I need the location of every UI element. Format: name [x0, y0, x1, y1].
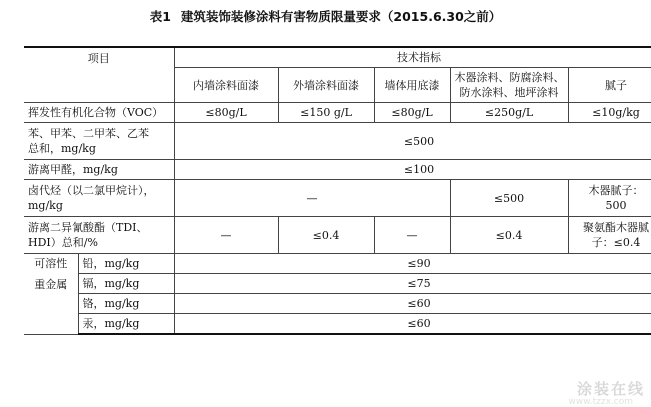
row-tdi-putty	[568, 217, 651, 254]
header-col-wood	[450, 68, 568, 103]
row-voc-value-1: ≤80g/L	[174, 103, 278, 123]
row-voc-value-4: ≤250g/L	[450, 103, 568, 123]
row-cadmium-name: 镉，mg/kg	[78, 274, 174, 294]
row-halohydrocarbon-putty-line1: 木器腻子：	[573, 183, 651, 198]
watermark-url: www.tzzx.com	[568, 397, 633, 407]
row-benzene-name-line2: 总和，mg/kg	[28, 141, 170, 156]
row-benzene	[24, 123, 651, 160]
header-col-primer: 墙体用底漆	[374, 68, 450, 103]
watermark-logo: 涂装在线	[577, 378, 645, 399]
row-halohydrocarbon-name-line1: 卤代烃（以二氯甲烷计），	[28, 183, 170, 198]
row-tdi-value-1: —	[174, 217, 278, 254]
row-formaldehyde-value: ≤100	[174, 160, 651, 180]
row-lead-name: 铅，mg/kg	[78, 254, 174, 274]
row-heavy-metal-group-line2: 重金属	[28, 277, 74, 292]
row-halohydrocarbon-value: ≤500	[450, 180, 568, 217]
row-chromium-value: ≤60	[174, 294, 651, 314]
row-tdi	[24, 217, 651, 254]
header-row-1	[24, 47, 651, 68]
row-tdi-name-line1: 游离二异氰酸酯（TDI、	[28, 220, 170, 235]
header-col-putty: 腻子	[568, 68, 651, 103]
row-halohydrocarbon-name	[24, 180, 174, 217]
table-title	[0, 7, 651, 25]
header-tech: 技术指标	[174, 47, 651, 68]
row-voc-value-3: ≤80g/L	[374, 103, 450, 123]
row-formaldehyde	[24, 160, 651, 180]
row-halohydrocarbon-putty-line2: 500	[573, 198, 651, 213]
row-tdi-name	[24, 217, 174, 254]
row-chromium	[24, 294, 651, 314]
table-number: 表1	[150, 9, 171, 24]
row-halohydrocarbon-name-line2: mg/kg	[28, 198, 170, 213]
row-cadmium-value: ≤75	[174, 274, 651, 294]
row-cadmium	[24, 274, 651, 294]
row-heavy-metal-group-line1: 可溶性	[28, 256, 74, 271]
header-col-wood-line1: 木器涂料、防腐涂料、	[455, 70, 564, 85]
row-voc-value-2: ≤150 g/L	[278, 103, 374, 123]
row-halohydrocarbon-dash: —	[174, 180, 450, 217]
row-mercury	[24, 314, 651, 335]
header-col-wood-line2: 防水涂料、地坪涂料	[455, 85, 564, 100]
row-mercury-value: ≤60	[174, 314, 651, 335]
row-tdi-value-2: ≤0.4	[278, 217, 374, 254]
row-halohydrocarbon-putty	[568, 180, 651, 217]
header-item: 项目	[24, 47, 174, 103]
row-benzene-name-line1: 苯、甲苯、二甲苯、乙苯	[28, 126, 170, 141]
row-voc	[24, 103, 651, 123]
row-tdi-name-line2: HDI）总和/%	[28, 235, 170, 250]
row-lead	[24, 254, 651, 274]
table-caption: 建筑装饰装修涂料有害物质限量要求（2015.6.30之前）	[181, 9, 501, 24]
row-tdi-value-3: —	[374, 217, 450, 254]
row-mercury-name: 汞，mg/kg	[78, 314, 174, 335]
limits-table	[24, 46, 651, 335]
row-voc-name: 挥发性有机化合物（VOC）	[24, 103, 174, 123]
row-benzene-name	[24, 123, 174, 160]
header-col-interior: 内墙涂料面漆	[174, 68, 278, 103]
row-heavy-metal-group	[24, 254, 78, 335]
row-formaldehyde-name: 游离甲醛，mg/kg	[24, 160, 174, 180]
row-voc-value-5: ≤10g/kg	[568, 103, 651, 123]
row-tdi-value-4: ≤0.4	[450, 217, 568, 254]
row-halohydrocarbon	[24, 180, 651, 217]
row-benzene-value: ≤500	[174, 123, 651, 160]
header-col-exterior: 外墙涂料面漆	[278, 68, 374, 103]
row-tdi-putty-line2: 子：≤0.4	[573, 235, 651, 250]
row-chromium-name: 铬，mg/kg	[78, 294, 174, 314]
row-tdi-putty-line1: 聚氨酯木器腻	[573, 220, 651, 235]
row-lead-value: ≤90	[174, 254, 651, 274]
